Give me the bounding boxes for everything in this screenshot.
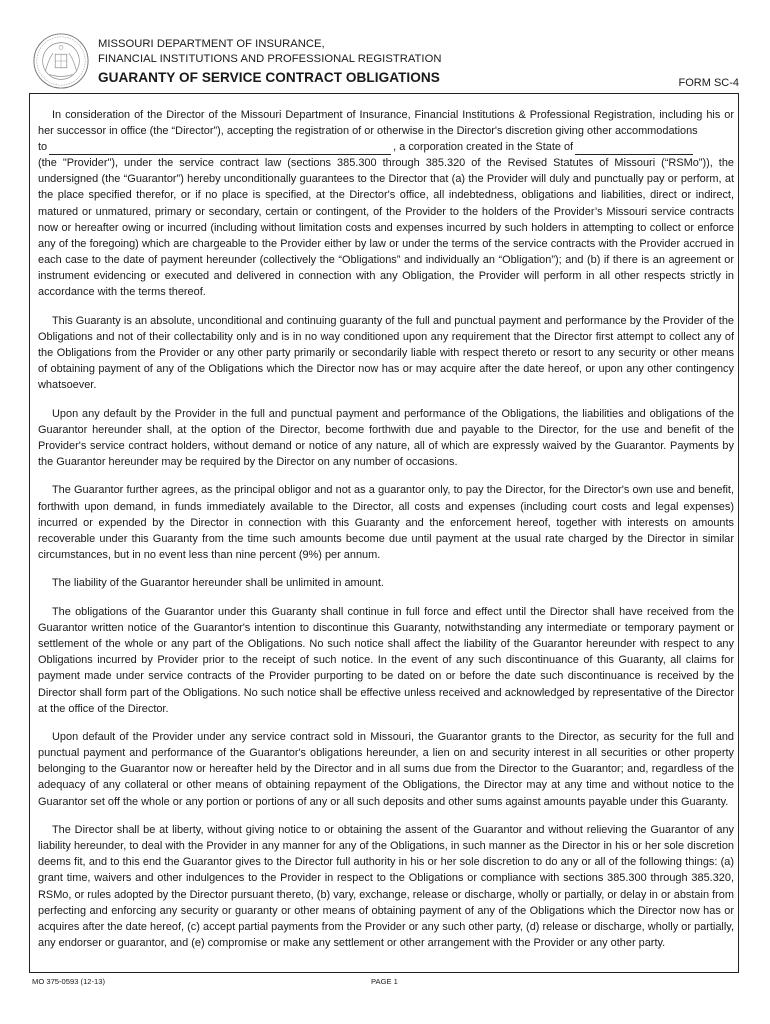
form-header	[98, 37, 441, 87]
department-line-1: MISSOURI DEPARTMENT OF INSURANCE,	[98, 38, 325, 50]
paragraph-6: The obligations of the Guarantor under this Guaranty shall continue in full force and effect until the Director shall have received from the Guarantor written notice of the Guarantor's intention to discontinue this Guaranty, notwithstanding any intermediate or temporary payment or settlement of the whole or any part of the Obligations. No such notice shall affect the liability of the Guarantor hereunder with respect to any Obligations incurred by Provider prior to the receipt of such notice. In the event of any such discontinuance of this Guaranty, all claims for payment made under service contracts of the Provider purporting to be dated on or before the date such discontinuance is received by the Director shall form part of the Obligations. No such notice shall be effective unless received and acknowledged by representative of the Director at the office of the Director.	[38, 606, 734, 715]
paragraph-1-body: (the "Provider"), under the service contract law (sections 385.300 through 385.320 of the Revised Statutes of Missouri (“RSMo”)), the undersigned (the “Guarantor”) hereby unconditionally guarantees to the Director that (a) the Provider will duly and punctually pay or perform, at the place specified therefor, or if no place is specified, at the Director's office, all indebtedness, obligations and liabilities, direct or indirect, matured or unmatured, primary or secondary, certain or contingent, of the Provider to the holders of the Provider’s Missouri service contracts now or hereafter owing or incurred (including without limitation costs and expenses incurred by such holders in attempting to collect or enforce any of the foregoing) which are chargeable to the Provider either by law or under the terms of the service contracts with the Provider accrued in each case to the date of payment hereunder (collectively the “Obligations” and individually an “Obligation”); and (b) if there is an agreement or instrument evidencing or executed and delivered in connection with any Obligation, the Provider will perform in all other respects strictly in accordance with the terms thereof.	[38, 157, 734, 299]
paragraph-8: The Director shall be at liberty, without giving notice to or obtaining the assent of the Guarantor and without relieving the Guarantor of any liability hereunder, to deal with the Provider in any manner for any of the Obligations, in such manner as the Director in his or her sole discretion deems fit, and to this end the Guarantor gives to the Director full authority in his or her sole discretion to do any or all of the following things: (a) grant time, waivers and other indulgences to the Provider in respect to the Obligations or compliance with sections 385.300 through 385.320, RSMo, or rules adopted by the Director pursuant thereto, (b) vary, exchange, release or discharge, wholly or partially, or delay in or abstain from perfecting and enforcing any security or guaranty or other means of obtaining payment of any of the Obligations which the Director now has or acquires after the date hereof, (c) accept partial payments from the Provider or any such other party, (d) release or discharge, wholly or partially, any endorser or guarantor, and (e) compromise or make any settlement or other arrangement with the Provider or any other party.	[38, 824, 734, 949]
paragraph-4: The Guarantor further agrees, as the principal obligor and not as a guarantor only, to pay the Director, for the Director's own use and benefit, forthwith upon demand, in funds immediately available to the Director, all costs and expenses (including court costs and legal expenses) incurred or expended by the Director in connection with this Guaranty and the enforcement hereof, together with interests on amounts recoverable under this Guaranty from the time such amounts become due until payment at the usual rate charged by the Director in similar circumstances, but in no event less than nine percent (9%) per annum.	[38, 484, 734, 561]
provider-name-field[interactable]	[49, 144, 391, 155]
paragraph-3: Upon any default by the Provider in the full and punctual payment and performance of the Obligations, the liabilities and obligations of the Guarantor hereunder shall, at the option of the Director, become forthwith due and payable to the Director, for the use and benefit of the Provider's service contract holders, without demand or notice of any nature, all of which are expressly waived by the Guarantor. Payments by the Guarantor hereunder may be required by the Director on any number of occasions.	[38, 407, 734, 468]
paragraph-5: The liability of the Guarantor hereunder shall be unlimited in amount.	[52, 577, 384, 590]
missouri-state-seal-icon	[32, 32, 90, 90]
page-number: PAGE 1	[371, 977, 398, 986]
state-of-incorporation-field[interactable]	[575, 144, 693, 155]
to-label: to	[38, 141, 48, 154]
paragraph-2: This Guaranty is an absolute, unconditional and continuing guaranty of the full and punctual payment and performance by the Provider of the Obligations and not of their collectability only and is in no way conditioned upon any requirement that the Director first attempt to collect any of the Obligations from the Provider or any other party primarily or secondarily liable with respect thereto or resort to any security or other means of obtaining payment of any of the Obligations which the Director now has or may acquire after the date hereof, or upon any other contingency whatsoever.	[38, 314, 734, 391]
form-number: FORM SC-4	[678, 77, 739, 89]
corporation-state-label: , a corporation created in the State of	[393, 141, 574, 154]
form-body	[38, 107, 734, 963]
paragraph-1-intro: In consideration of the Director of the Missouri Department of Insurance, Financial Institutions & Professional Registration, including his or her successor in office (the “Director”), accepting the registration of or otherwise in the Director's discretion giving other accommodations	[38, 109, 734, 138]
department-line-2: FINANCIAL INSTITUTIONS AND PROFESSIONAL REGISTRATION	[98, 53, 442, 65]
form-title: GUARANTY OF SERVICE CONTRACT OBLIGATIONS	[98, 70, 440, 85]
paragraph-7: Upon default of the Provider under any service contract sold in Missouri, the Guarantor grants to the Director, as security for the full and punctual payment and performance of the Guarantor's obligations hereunder, a lien on and security interest in all securities or other property belonging to the Guarantor now or hereafter held by the Director and in all sums due from the Director to the Guarantor; and, regardless of the adequacy of any collateral or other means of obtaining repayment of the Obligations, the Director may at any time and without notice to the Guarantor set off the whole or any portion or portions of any or all such deposits and other sums against amounts payable under this Guaranty.	[38, 731, 734, 808]
form-code: MO 375-0593 (12-13)	[32, 977, 106, 986]
provider-fill-line	[38, 139, 734, 155]
